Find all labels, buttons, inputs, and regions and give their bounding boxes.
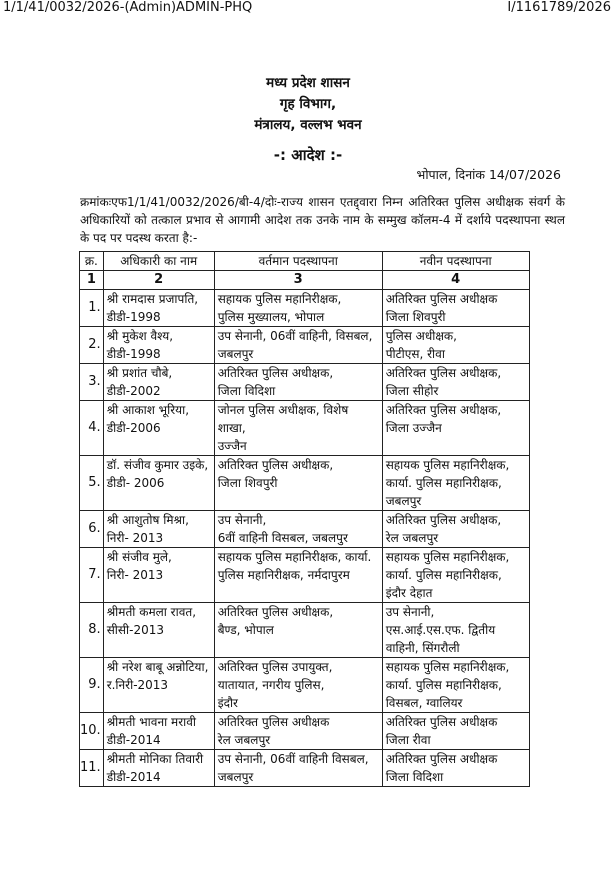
header-serial: क्र. [80,252,104,271]
officer-name-cell: श्री संजीव मुले, निरी- 2013 [103,548,214,603]
officer-name-cell: श्री प्रशांत चौबे, डीडी-2002 [103,364,214,401]
officer-name-cell: श्रीमती भावना मरावी डीडी-2014 [103,713,214,750]
column-number: 3 [214,271,382,290]
header-new-posting: नवीन पदस्थापना [382,252,529,271]
current-posting-cell: अतिरिक्त पुलिस अधीक्षक, बैण्ड, भोपाल [214,603,382,658]
column-number: 2 [103,271,214,290]
current-posting-cell: सहायक पुलिस महानिरीक्षक, पुलिस मुख्यालय, भोपाल [214,290,382,327]
officer-name-cell: श्री आकाश भूरिया, डीडी-2006 [103,401,214,456]
posting-table [79,251,530,787]
serial-number-cell: 7. [80,548,104,603]
officer-name-cell: श्री आशुतोष मिश्रा, निरी- 2013 [103,511,214,548]
table-header-row [80,252,530,271]
officer-name-cell: श्रीमती कमला रावत, सीसी-2013 [103,603,214,658]
column-number: 1 [80,271,104,290]
ministry-address: मंत्रालय, वल्लभ भवन [254,117,362,133]
table-row [80,364,530,401]
table-row [80,603,530,658]
order-body-text: क्रमांकःएफ1/1/41/0032/2026/बी-4/दोः-राज्य शासन एतद्द्वारा निम्न अतिरिक्त पुलिस अधीक्षक संवर्ग के अधिकारियों को तत्काल प्रभाव से आगामी आदेश तक उनके नाम के सम्मुख कॉलम-4 में दर्शाये पदस्थापना स्थल के पद पर पदस्थ करता है:- [80,195,565,245]
serial-number-cell: 2. [80,327,104,364]
new-posting-cell: सहायक पुलिस महानिरीक्षक, कार्या. पुलिस महानिरीक्षक, इंदौर देहात [382,548,529,603]
new-posting-cell: अतिरिक्त पुलिस अधीक्षक जिला रीवा [382,713,529,750]
officer-name-cell: श्रीमती मोनिका तिवारी डीडी-2014 [103,750,214,787]
new-posting-cell: अतिरिक्त पुलिस अधीक्षक, जिला सीहोर [382,364,529,401]
current-posting-cell: अतिरिक्त पुलिस अधीक्षक, जिला विदिशा [214,364,382,401]
table-row [80,327,530,364]
current-posting-cell: उप सेनानी, 6वीं वाहिनी विसबल, जबलपुर [214,511,382,548]
serial-number-cell: 11. [80,750,104,787]
table-row [80,401,530,456]
serial-number-cell: 10. [80,713,104,750]
department-name: गृह विभाग, [279,96,337,112]
current-posting-cell: अतिरिक्त पुलिस उपायुक्त, यातायात, नगरीय पुलिस, इंदौर [214,658,382,713]
new-posting-cell: सहायक पुलिस महानिरीक्षक, कार्या. पुलिस महानिरीक्षक, विसबल, ग्वालियर [382,658,529,713]
new-posting-cell: सहायक पुलिस महानिरीक्षक, कार्या. पुलिस महानिरीक्षक, जबलपुर [382,456,529,511]
current-posting-cell: जोनल पुलिस अधीक्षक, विशेष शाखा, उज्जैन [214,401,382,456]
table-row [80,456,530,511]
current-posting-cell: सहायक पुलिस महानिरीक्षक, कार्या. पुलिस महानिरीक्षक, नर्मदापुरम [214,548,382,603]
government-name: मध्य प्रदेश शासन [266,75,350,91]
new-posting-cell: पुलिस अधीक्षक, पीटीएस, रीवा [382,327,529,364]
officer-name-cell: श्री मुकेश वैश्य, डीडी-1998 [103,327,214,364]
file-reference-left: 1/1/41/0032/2026-(Admin)ADMIN-PHQ [3,0,253,15]
table-row [80,750,530,787]
date-line: भोपाल, दिनांक 14/07/2026 [416,167,561,182]
column-number-row [80,271,530,290]
new-posting-cell: अतिरिक्त पुलिस अधीक्षक, जिला उज्जैन [382,401,529,456]
serial-number-cell: 6. [80,511,104,548]
officer-name-cell: श्री रामदास प्रजापति, डीडी-1998 [103,290,214,327]
serial-number-cell: 4. [80,401,104,456]
table-row [80,511,530,548]
serial-number-cell: 1. [80,290,104,327]
file-reference-right: I/1161789/2026 [507,0,611,15]
new-posting-cell: अतिरिक्त पुलिस अधीक्षक जिला शिवपुरी [382,290,529,327]
serial-number-cell: 8. [80,603,104,658]
new-posting-cell: अतिरिक्त पुलिस अधीक्षक जिला विदिशा [382,750,529,787]
current-posting-cell: अतिरिक्त पुलिस अधीक्षक रेल जबलपुर [214,713,382,750]
serial-number-cell: 9. [80,658,104,713]
serial-number-cell: 5. [80,456,104,511]
column-number: 4 [382,271,529,290]
table-row [80,290,530,327]
current-posting-cell: अतिरिक्त पुलिस अधीक्षक, जिला शिवपुरी [214,456,382,511]
new-posting-cell: अतिरिक्त पुलिस अधीक्षक, रेल जबलपुर [382,511,529,548]
table-row [80,713,530,750]
new-posting-cell: उप सेनानी, एस.आई.एस.एफ. द्वितीय वाहिनी, सिंगरौली [382,603,529,658]
order-heading: -: आदेश :- [273,146,343,164]
table-row [80,548,530,603]
current-posting-cell: उप सेनानी, 06वीं वाहिनी, विसबल, जबलपुर [214,327,382,364]
serial-number-cell: 3. [80,364,104,401]
table-row [80,658,530,713]
current-posting-cell: उप सेनानी, 06वीं वाहिनी विसबल, जबलपुर [214,750,382,787]
officer-name-cell: डॉ. संजीव कुमार उइके, डीडी- 2006 [103,456,214,511]
header-officer-name: अधिकारी का नाम [103,252,214,271]
officer-name-cell: श्री नरेश बाबू अन्नोटिया, र.निरी-2013 [103,658,214,713]
header-current-posting: वर्तमान पदस्थापना [214,252,382,271]
